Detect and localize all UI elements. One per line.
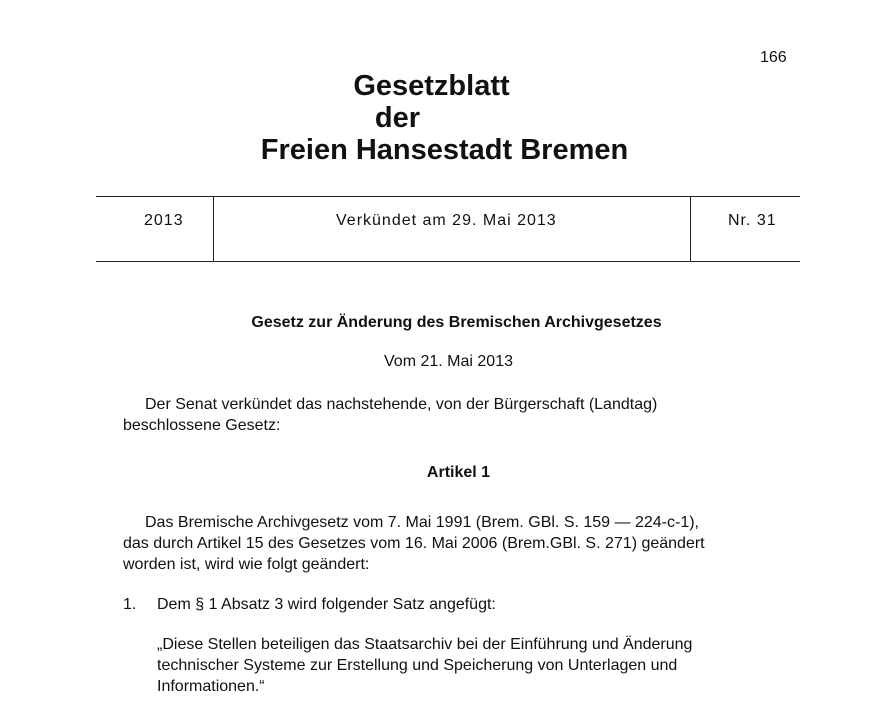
preamble-line: beschlossene Gesetz: xyxy=(123,417,281,434)
masthead xyxy=(0,70,893,166)
amendment-number: 1. xyxy=(123,596,137,613)
amendment-quote xyxy=(157,634,817,697)
quote-line: Informationen.“ xyxy=(157,678,265,695)
article-body-line: worden ist, wird wie folgt geändert: xyxy=(123,556,370,573)
issue-divider xyxy=(213,197,214,261)
article-body-line: das durch Artikel 15 des Gesetzes vom 16. Mai 2006 (Brem.GBl. S. 271) geändert xyxy=(123,535,705,552)
masthead-connector: der xyxy=(374,102,421,134)
law-title: Gesetz zur Änderung des Bremischen Archivgesetzes xyxy=(251,314,662,331)
article-body xyxy=(123,512,803,575)
page-number: 166 xyxy=(760,49,787,66)
article-body-line: Das Bremische Archivgesetz vom 7. Mai 1991 (Brem. GBl. S. 159 — 224-c-1), xyxy=(145,514,699,531)
law-date: Vom 21. Mai 2013 xyxy=(384,353,513,370)
quote-line: technischer Systeme zur Erstellung und Speicherung von Unterlagen und xyxy=(157,657,678,674)
quote-line: „Diese Stellen beteiligen das Staatsarchiv bei der Einführung und Änderung xyxy=(157,636,693,653)
issue-announced-date: Verkündet am 29. Mai 2013 xyxy=(336,212,557,229)
preamble-line: Der Senat verkündet das nachstehende, von der Bürgerschaft (Landtag) xyxy=(145,396,658,413)
article-heading: Artikel 1 xyxy=(426,464,491,481)
preamble xyxy=(123,394,803,436)
issue-year: 2013 xyxy=(144,212,184,229)
masthead-state-name: Freien Hansestadt Bremen xyxy=(260,134,629,166)
amendment-text: Dem § 1 Absatz 3 wird folgender Satz angefügt: xyxy=(157,596,496,613)
issue-divider xyxy=(690,197,691,261)
issue-number: Nr. 31 xyxy=(728,212,777,229)
issue-bar xyxy=(96,196,800,262)
masthead-title: Gesetzblatt xyxy=(353,70,510,102)
